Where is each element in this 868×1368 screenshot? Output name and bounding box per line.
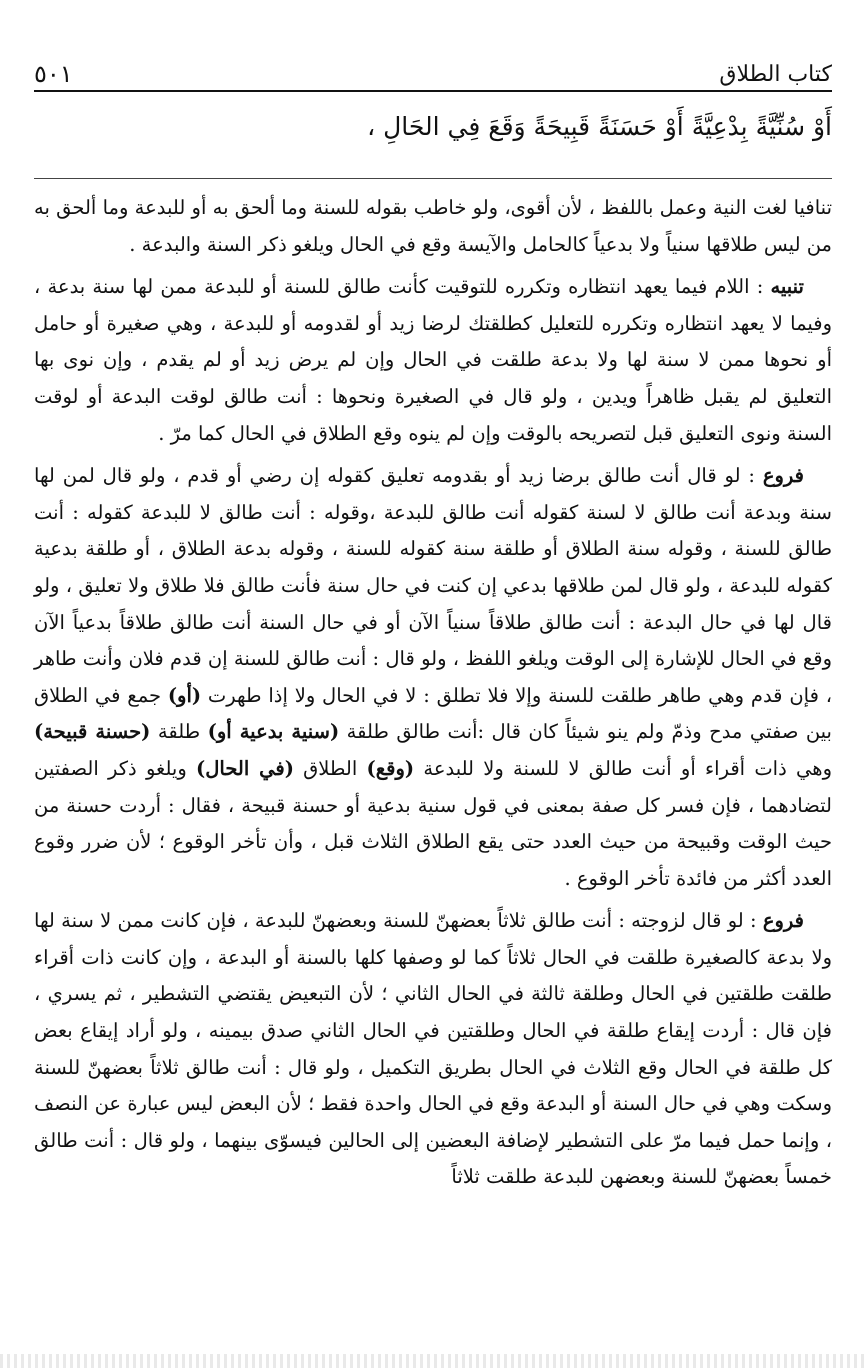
paragraph-text: : اللام فيما يعهد انتظاره وتكرره للتوقيت كأنت طالق للسنة أو للبدعة ممن لها سنة بدعة ، وفيما لا يعهد انتظاره وتكرره للتعليل كطلقتك لرضا زيد أو لقدومه أو للبدعة ، وهي صغيرة أو حامل أو نحوها ممن لا سنة لها ولا بدعة طلقت في الحال وإن لم يرض زيد أو لم يقدم ، وإن نوى بها التعليق لم يقبل ظاهراً ويدين ، ولو قال في الصغيرة ونحوها : أنت طالق لوقت البدعة أو لوقت السنة ونوى التعليق قبل لتصريحه بالوقت وإن لم ينوه وقع الطلاق في الحال كما مرّ . [34,275,832,445]
paragraph-text: وهي ذات أقراء أو أنت طالق لا للسنة ولا للبدعة [414,756,832,780]
matn-divider [34,178,832,179]
bold-term: (أو) [167,683,202,707]
commentary-paragraph [34,903,832,1196]
bold-term: تنبيه [770,275,804,299]
commentary-paragraph [34,190,832,263]
matn-text: أَوْ سُنِّيَّةً بِدْعِيَّةً أَوْ حَسَنَةً قَبِيحَةً وَقَعَ فِي الحَالِ ، [367,112,832,141]
bold-term: (حسنة قبيحة) [34,720,151,744]
commentary-paragraph [34,269,832,452]
paragraph-text: جمع في الطلاق بين صفتي مدح وذمّ ولم ينو شيئاً كان قال :أنت طالق طلقة [34,683,832,744]
paragraph-text: طلقة [150,720,208,744]
paragraph-text: ويلغو ذكر الصفتين لتضادهما ، فإن فسر كل صفة بمعنى في قول سنية بدعية أو حسنة قبيحة ، فقال : أردت حسنة من حيث الوقت وقبيحة من حيث العدد حتى يقع الطلاق الثلاث قبل ، وأن تأخر الوقوع ؛ لأن ضرر وقوع العدد أكثر من فائدة تأخر الوقوع . [34,756,832,890]
bold-term: (وقع) [366,756,415,780]
scan-edge [0,1354,868,1368]
commentary-body [34,190,832,1202]
paragraph-text: : لو قال لزوجته : أنت طالق ثلاثاً بعضهنّ للسنة وبعضهنّ للبدعة ، فإن كانت ممن لا سنة لها ولا بدعة كالصغيرة طلقت في الحال ثلاثاً كما لو وصفها كلها بالسنة أو البدعة ، وإن كانت ذات أقراء طلقت طلقتين في الحال وطلقة ثالثة في الحال الثاني ؛ لأن التبعيض يقتضي التشطير ، ثم يسري ، فإن قال : أردت إيقاع طلقة في الحال وطلقتين في الحال الثاني صدق بيمينه ، ولو أراد إيقاع بعض كل طلقة في الحال وقع الثلاث في الحال بطريق التكميل ، ولو قال : أنت طالق ثلاثاً بعضهنّ للسنة وسكت وهي في حال السنة أو البدعة وقع في الحال واحدة فقط ؛ لأن البعض ليس عبارة عن النصف ، وإنما حمل فيما مرّ على التشطير لإضافة البعضين إلى الحالين فيسوّى بينهما ، ولو قال : أنت طالق خمساً بعضهنّ للسنة وبعضهن للبدعة طلقت ثلاثاً [34,909,832,1189]
bold-term: فروع [762,464,804,488]
paragraph-text: تنافيا لغت النية وعمل باللفظ ، لأن أقوى، ولو خاطب بقوله للسنة وما ألحق به أو للبدعة وما ألحق به من ليس طلاقها سنياً ولا بدعياً كالحامل والآيسة وقع في الحال ويلغو ذكر السنة والبدعة . [34,196,832,256]
paragraph-text: الطلاق [293,756,367,780]
commentary-paragraph [34,458,832,897]
paragraph-text: : لو قال أنت طالق برضا زيد أو بقدومه تعليق كقوله إن رضي أو قدم ، ولو قال لمن لها سنة وبدعة أنت طالق لا لسنة كقوله أنت طالق للبدعة ،وقوله : أنت طالق لا للبدعة كقوله : أنت طالق للسنة ، وقوله سنة الطلاق أو طلقة سنة كقوله للسنة ، وقوله بدعة الطلاق ، أو طلقة بدعية كقوله للبدعة ، ولو قال لمن طلاقها بدعي إن كنت في حال سنة فأنت طالق فلا طلاق ولا تعليق ، ولو قال لها في حال البدعة : أنت طالق طلاقاً سنياً الآن أو في حال السنة أنت طالق طلاقاً بدعياً الآن وقع في الحال للإشارة إلى الوقت ويلغو اللفظ ، ولو قال : أنت طالق للسنة إن قدم فلان وأنت طاهر ، فإن قدم وهي طاهر طلقت للسنة وإلا فلا تطلق : لا في الحال ولا إذا طهرت [34,464,832,707]
bold-term: فروع [762,909,804,933]
bold-term: (سنية بدعية أو) [207,720,340,744]
running-header [34,46,832,92]
chapter-title: كتاب الطلاق [719,62,832,87]
bold-term: (في الحال) [196,756,294,780]
page-number: ٥٠١ [34,60,73,88]
